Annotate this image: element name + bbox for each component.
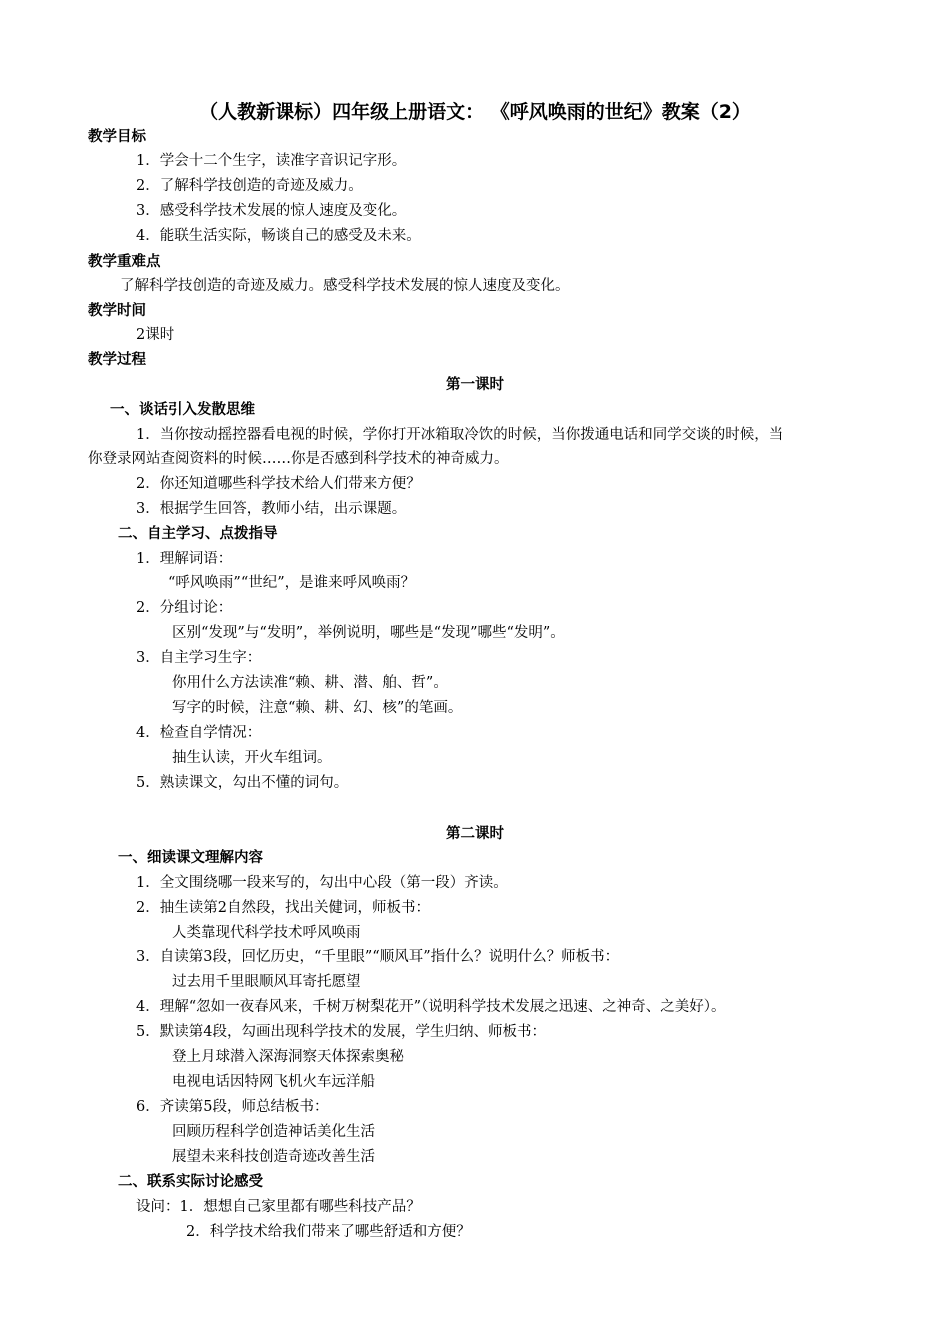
objective-item-2: 2．了解科学技创造的奇迹及威力。 — [136, 178, 363, 194]
lesson1-section1-item1-line2: 你登录网站查阅资料的时候……你是否感到科学技术的神奇威力。 — [88, 451, 509, 467]
lesson1-section2-heading: 二、自主学习、点拨指导 — [118, 526, 278, 542]
process-heading: 教学过程 — [88, 352, 146, 368]
lesson2-section1-item5: 5．默读第4段，勾画出现科学技术的发展，学生归纳、师板书： — [136, 1024, 546, 1040]
lesson2-section1-heading: 一、细读课文理解内容 — [118, 850, 263, 866]
lesson2-heading: 第二课时 — [446, 826, 504, 842]
key-points-text: 了解科学技创造的奇迹及威力。感受科学技术发展的惊人速度及变化。 — [120, 278, 570, 294]
objective-item-3: 3．感受科学技术发展的惊人速度及变化。 — [136, 203, 407, 219]
lesson1-heading: 第一课时 — [446, 377, 504, 393]
lesson1-section2-item2-detail: 区别“发现”与“发明”，举例说明，哪些是“发现”哪些“发明”。 — [172, 625, 565, 641]
lesson2-section1-item5-detail1: 登上月球潜入深海洞察天体探索奥秘 — [172, 1049, 404, 1065]
lesson1-section2-item2: 2．分组讨论： — [136, 600, 233, 616]
lesson1-section2-item4: 4．检查自学情况： — [136, 725, 262, 741]
lesson1-section1-heading: 一、谈话引入发散思维 — [110, 402, 255, 418]
lesson2-section2-heading: 二、联系实际讨论感受 — [118, 1174, 263, 1190]
lesson2-section1-item4: 4．理解“忽如一夜春风来，千树万树梨花开”（说明科学技术发展之迅速、之神奇、之美好）。 — [136, 999, 726, 1015]
lesson2-section1-item1: 1．全文围绕哪一段来写的，勾出中心段（第一段）齐读。 — [136, 875, 508, 891]
lesson1-section2-item3: 3．自主学习生字： — [136, 650, 262, 666]
objective-item-4: 4．能联生活实际，畅谈自己的感受及未来。 — [136, 228, 421, 244]
lesson1-section2-item4-detail: 抽生认读，开火车组词。 — [172, 750, 332, 766]
objectives-heading: 教学目标 — [88, 129, 146, 145]
time-heading: 教学时间 — [88, 303, 146, 319]
lesson2-section1-item3-detail: 过去用千里眼顺风耳寄托愿望 — [172, 974, 361, 990]
lesson2-section1-item6-detail2: 展望未来科技创造奇迹改善生活 — [172, 1149, 375, 1165]
lesson2-section1-item6-detail1: 回顾历程科学创造神话美化生活 — [172, 1124, 375, 1140]
lesson2-section1-item6: 6．齐读第5段，师总结板书： — [136, 1099, 329, 1115]
lesson2-section2-question2: 2．科学技术给我们带来了哪些舒适和方便？ — [186, 1224, 471, 1240]
lesson2-section1-item2-detail: 人类靠现代科学技术呼风唤雨 — [172, 925, 361, 941]
lesson1-section1-item2: 2．你还知道哪些科学技术给人们带来方便？ — [136, 476, 421, 492]
lesson2-section2-question1: 设问：1．想想自己家里都有哪些科技产品？ — [136, 1199, 421, 1215]
key-points-heading: 教学重难点 — [88, 254, 161, 270]
lesson2-section1-item5-detail2: 电视电话因特网飞机火车远洋船 — [172, 1074, 375, 1090]
lesson1-section1-item1-line1: 1．当你按动摇控器看电视的时候，学你打开冰箱取冷饮的时候，当你拨通电话和同学交谈的时候，当 — [136, 427, 784, 443]
lesson1-section2-item3-detail2: 写字的时候，注意“赖、耕、幻、核”的笔画。 — [172, 700, 463, 716]
lesson2-section1-item3: 3．自读第3段，回忆历史，“千里眼”“顺风耳”指什么？说明什么？师板书： — [136, 949, 620, 965]
lesson1-section1-item3: 3．根据学生回答，教师小结，出示课题。 — [136, 501, 407, 517]
lesson1-section2-item3-detail1: 你用什么方法读准“赖、耕、潜、舶、哲”。 — [172, 675, 448, 691]
document-title: （人教新课标）四年级上册语文： 《呼风唤雨的世纪》教案（2） — [199, 101, 751, 123]
lesson2-section1-item2: 2．抽生读第2自然段，找出关健词，师板书： — [136, 900, 430, 916]
lesson1-section2-item1-detail: “呼风唤雨”“世纪”，是谁来呼风唤雨？ — [168, 575, 416, 591]
lesson1-section2-item5: 5．熟读课文，勾出不懂的词句。 — [136, 775, 349, 791]
lesson1-section2-item1: 1．理解词语： — [136, 551, 233, 567]
objective-item-1: 1．学会十二个生字，读准字音识记字形。 — [136, 153, 407, 169]
time-text: 2课时 — [136, 327, 175, 343]
